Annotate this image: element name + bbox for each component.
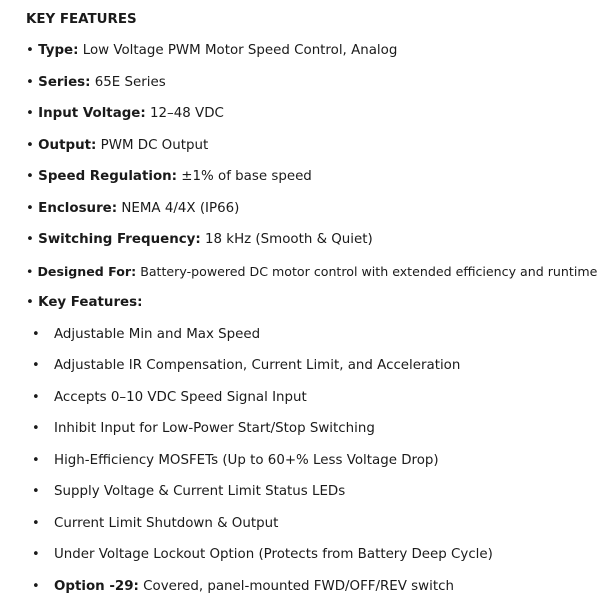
- feature-label: Output:: [38, 138, 97, 153]
- feature-value: Battery-powered DC motor control with extended efficiency and runtime: [140, 264, 598, 279]
- sub-feature-item: [32, 453, 439, 469]
- feature-label: Series:: [38, 75, 91, 90]
- feature-label: Designed For:: [37, 264, 137, 279]
- feature-label: Speed Regulation:: [38, 169, 178, 184]
- feature-label: Enclosure:: [38, 201, 118, 216]
- bullet: •: [26, 169, 34, 184]
- bullet: •: [26, 106, 34, 121]
- bullet: •: [26, 264, 34, 279]
- bullet: •: [26, 138, 34, 153]
- feature-type: [26, 43, 397, 59]
- sub-feature-text: Under Voltage Lockout Option (Protects from Battery Deep Cycle): [54, 547, 493, 562]
- sub-feature-text: Supply Voltage & Current Limit Status LEDs: [54, 484, 346, 499]
- bullet: •: [32, 453, 40, 468]
- sub-feature-item: [32, 516, 278, 532]
- sub-feature-item: [32, 547, 493, 563]
- feature-series: [26, 75, 166, 91]
- sub-feature-text: Accepts 0–10 VDC Speed Signal Input: [54, 390, 307, 405]
- sub-feature-item: [32, 484, 345, 500]
- bullet: •: [26, 201, 34, 216]
- bullet: •: [26, 295, 34, 310]
- sub-feature-option: [32, 579, 454, 595]
- feature-value: 12–48 VDC: [150, 106, 224, 121]
- bullet: •: [32, 421, 40, 436]
- feature-output: [26, 138, 208, 154]
- feature-value: NEMA 4/4X (IP66): [121, 201, 240, 216]
- feature-label: Switching Frequency:: [38, 232, 201, 247]
- option-value: Covered, panel-mounted FWD/OFF/REV switch: [143, 579, 454, 594]
- feature-value: PWM DC Output: [100, 138, 209, 153]
- bullet: •: [32, 547, 40, 562]
- feature-key-features: [26, 295, 142, 311]
- section-heading: KEY FEATURES: [26, 12, 137, 27]
- feature-speed-regulation: [26, 169, 312, 185]
- feature-label: Input Voltage:: [38, 106, 146, 121]
- sub-feature-item: [32, 358, 460, 374]
- feature-label: Type:: [38, 43, 79, 58]
- feature-label: Key Features:: [38, 295, 143, 310]
- bullet: •: [32, 327, 40, 342]
- option-label: Option -29:: [54, 579, 139, 594]
- bullet: •: [26, 232, 34, 247]
- bullet: •: [32, 579, 40, 594]
- sub-feature-text: High-Efficiency MOSFETs (Up to 60+% Less Voltage Drop): [54, 453, 439, 468]
- sub-feature-text: Adjustable IR Compensation, Current Limit, and Acceleration: [54, 358, 461, 373]
- sub-feature-item: [32, 421, 375, 437]
- bullet: •: [26, 75, 34, 90]
- feature-value: 65E Series: [94, 75, 166, 90]
- sub-feature-text: Inhibit Input for Low-Power Start/Stop Switching: [54, 421, 375, 436]
- sub-feature-item: [32, 390, 307, 406]
- feature-value: ±1% of base speed: [181, 169, 312, 184]
- feature-value: Low Voltage PWM Motor Speed Control, Analog: [82, 43, 398, 58]
- bullet: •: [32, 390, 40, 405]
- bullet: •: [32, 516, 40, 531]
- bullet: •: [32, 484, 40, 499]
- bullet: •: [32, 358, 40, 373]
- feature-value: 18 kHz (Smooth & Quiet): [205, 232, 373, 247]
- feature-switching-frequency: [26, 232, 373, 248]
- feature-designed-for: [26, 264, 597, 280]
- feature-enclosure: [26, 201, 239, 217]
- sub-feature-item: [32, 327, 260, 343]
- sub-feature-text: Current Limit Shutdown & Output: [54, 516, 279, 531]
- feature-input-voltage: [26, 106, 224, 122]
- bullet: •: [26, 43, 34, 58]
- sub-feature-text: Adjustable Min and Max Speed: [54, 327, 261, 342]
